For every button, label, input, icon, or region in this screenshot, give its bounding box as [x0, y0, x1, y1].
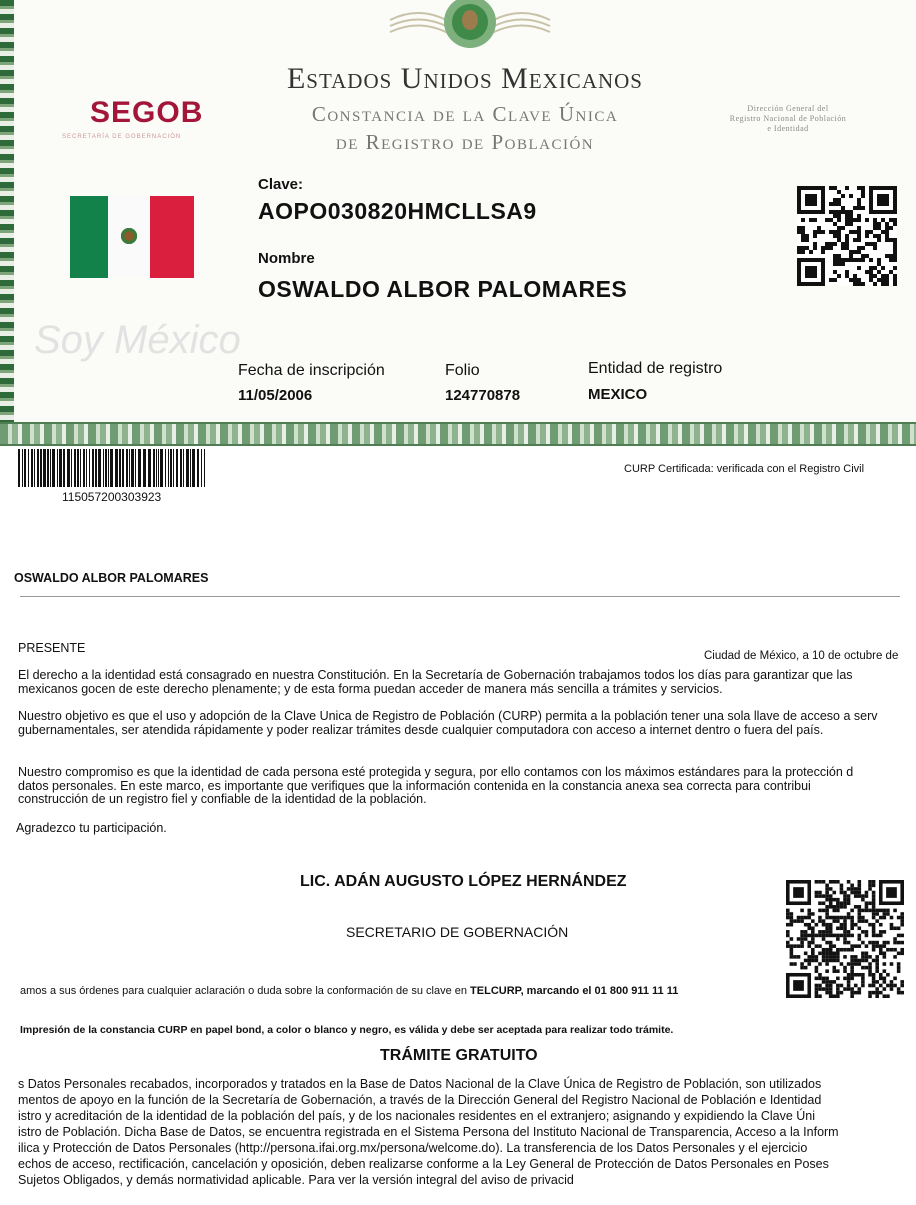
place-date: Ciudad de México, a 10 de octubre de	[704, 650, 899, 662]
privacy-notice	[18, 1076, 916, 1188]
privacy-line: istro de Población. Dicha Base de Datos, se encuentra registrada en el Sistema Persona del Instituto Nacional de Transparencia, Acceso a la Inform	[18, 1125, 839, 1139]
paragraph-line: gubernamentales, ser atendida rápidamente y poder realizar trámites desde cualquier computadora con acceso a internet dentro o fuera del país.	[18, 722, 824, 737]
signer-name: LIC. ADÁN AUGUSTO LÓPEZ HERNÁNDEZ	[300, 873, 627, 890]
entidad-value: MEXICO	[588, 386, 648, 403]
privacy-line: Sujetos Obligados, y demás normatividad aplicable. Para ver la versión integral del aviso de privacid	[18, 1173, 574, 1187]
fecha-label: Fecha de inscripción	[238, 362, 385, 379]
direction-line-3: e Identidad	[767, 124, 809, 133]
privacy-line: echos de acceso, rectificación, cancelación y oposición, deben realizarse conforme a la Ley General de Protección de Datos Personales en Poses	[18, 1157, 829, 1171]
qr-code-icon	[786, 880, 904, 998]
document-title: Estados Unidos Mexicanos	[286, 62, 643, 95]
tramite-gratuito: TRÁMITE GRATUITO	[380, 1047, 538, 1064]
subtitle-line-1: Constancia de la Clave Única	[311, 102, 619, 126]
paragraph-3	[18, 766, 916, 807]
paragraph-line: mexicanos gocen de este derecho plenamente; y de esta forma puedan acceder de manera más sencilla a trámites y servicios.	[18, 681, 723, 696]
curp-certificate	[0, 0, 916, 445]
decorative-green-band	[0, 422, 916, 446]
privacy-line: istro y acreditación de la identidad de la población del país, y de los nacionales residentes en el extranjero; asignando y expidiendo la Clave Úni	[18, 1109, 816, 1123]
segob-logo-subtitle: SECRETARÍA DE GOBERNACIÓN	[62, 134, 182, 140]
signer-title: SECRETARIO DE GOBERNACIÓN	[346, 924, 569, 940]
paragraph-line: Nuestro compromiso es que la identidad de cada persona esté protegida y segura, por ello contamos con los máximos estándares para la protección d	[18, 766, 854, 779]
fecha-value: 11/05/2006	[238, 387, 313, 404]
nombre-value: OSWALDO ALBOR PALOMARES	[258, 276, 628, 302]
presente-label: PRESENTE	[18, 641, 86, 655]
paragraph-line: El derecho a la identidad está consagrado en nuestra Constitución. En la Secretaría de Gobernación trabajamos todos los días para garantizar que las	[18, 669, 853, 682]
coat-of-arms-icon	[380, 0, 560, 52]
registry-direction	[688, 104, 888, 134]
thanks-line: Agradezco tu participación.	[16, 821, 167, 835]
telcurp-phone: TELCURP, marcando el 01 800 911 11 11	[470, 985, 679, 997]
barcode-number: 115057200303923	[62, 490, 162, 504]
paragraph-2	[18, 710, 916, 737]
mexico-flag-icon	[70, 196, 194, 278]
segob-logo: SEGOB	[90, 96, 204, 129]
folio-label: Folio	[445, 362, 480, 379]
barcode-icon	[18, 449, 208, 487]
clave-value: AOPO030820HMCLLSA9	[258, 198, 537, 224]
contact-line	[20, 985, 678, 997]
certified-note: CURP Certificada: verificada con el Registro Civil	[624, 463, 865, 475]
privacy-line: mentos de apoyo en la función de la Secretaría de Gobernación, a través de la Dirección General del Registro Nacional de Población e Identidad	[18, 1093, 822, 1107]
subtitle-line-2: de Registro de Población	[335, 130, 595, 154]
folio-value: 124770878	[445, 387, 521, 404]
separator-line	[20, 596, 900, 597]
paragraph-line: Nuestro objetivo es que el uso y adopción de la Clave Única de Registro de Población (CURP) permita a la población tener una sola llave de acceso a serv	[18, 710, 878, 723]
paragraph-1	[18, 669, 916, 696]
soy-mexico-watermark: Soy México	[34, 318, 241, 362]
clave-label: Clave:	[258, 176, 304, 193]
paragraph-line: datos personales. En este marco, es importante que verifiques que la información contenida en la constancia anexa sea correcta para contribui	[18, 778, 811, 793]
paragraph-line: construcción de un registro fiel y confiable de la identidad de la población.	[18, 792, 427, 806]
qr-code-icon	[797, 186, 897, 286]
privacy-line: s Datos Personales recabados, incorporados y tratados en la Base de Datos Nacional de la Clave Única de Registro de Población, son utilizados	[18, 1077, 822, 1091]
direction-line-1: Dirección General del	[747, 104, 829, 113]
recipient-name: OSWALDO ALBOR PALOMARES	[14, 571, 209, 585]
document-subtitle	[240, 100, 690, 156]
direction-line-2: Registro Nacional de Población	[729, 114, 847, 123]
contact-text: amos a sus órdenes para cualquier aclaración o duda sobre la conformación de su clave en	[20, 985, 471, 997]
printing-note: Impresión de la constancia CURP en papel bond, a color o blanco y negro, es válida y debe ser aceptada para realizar todo trámite.	[20, 1024, 674, 1036]
privacy-line: ilica y Protección de Datos Personales (http://persona.ifai.org.mx/persona/welcome.do). La transferencia de los Datos Personales y el ejercicio	[18, 1141, 808, 1155]
nombre-label: Nombre	[258, 250, 315, 267]
left-decorative-border	[0, 0, 14, 440]
entidad-label: Entidad de registro	[588, 360, 723, 377]
